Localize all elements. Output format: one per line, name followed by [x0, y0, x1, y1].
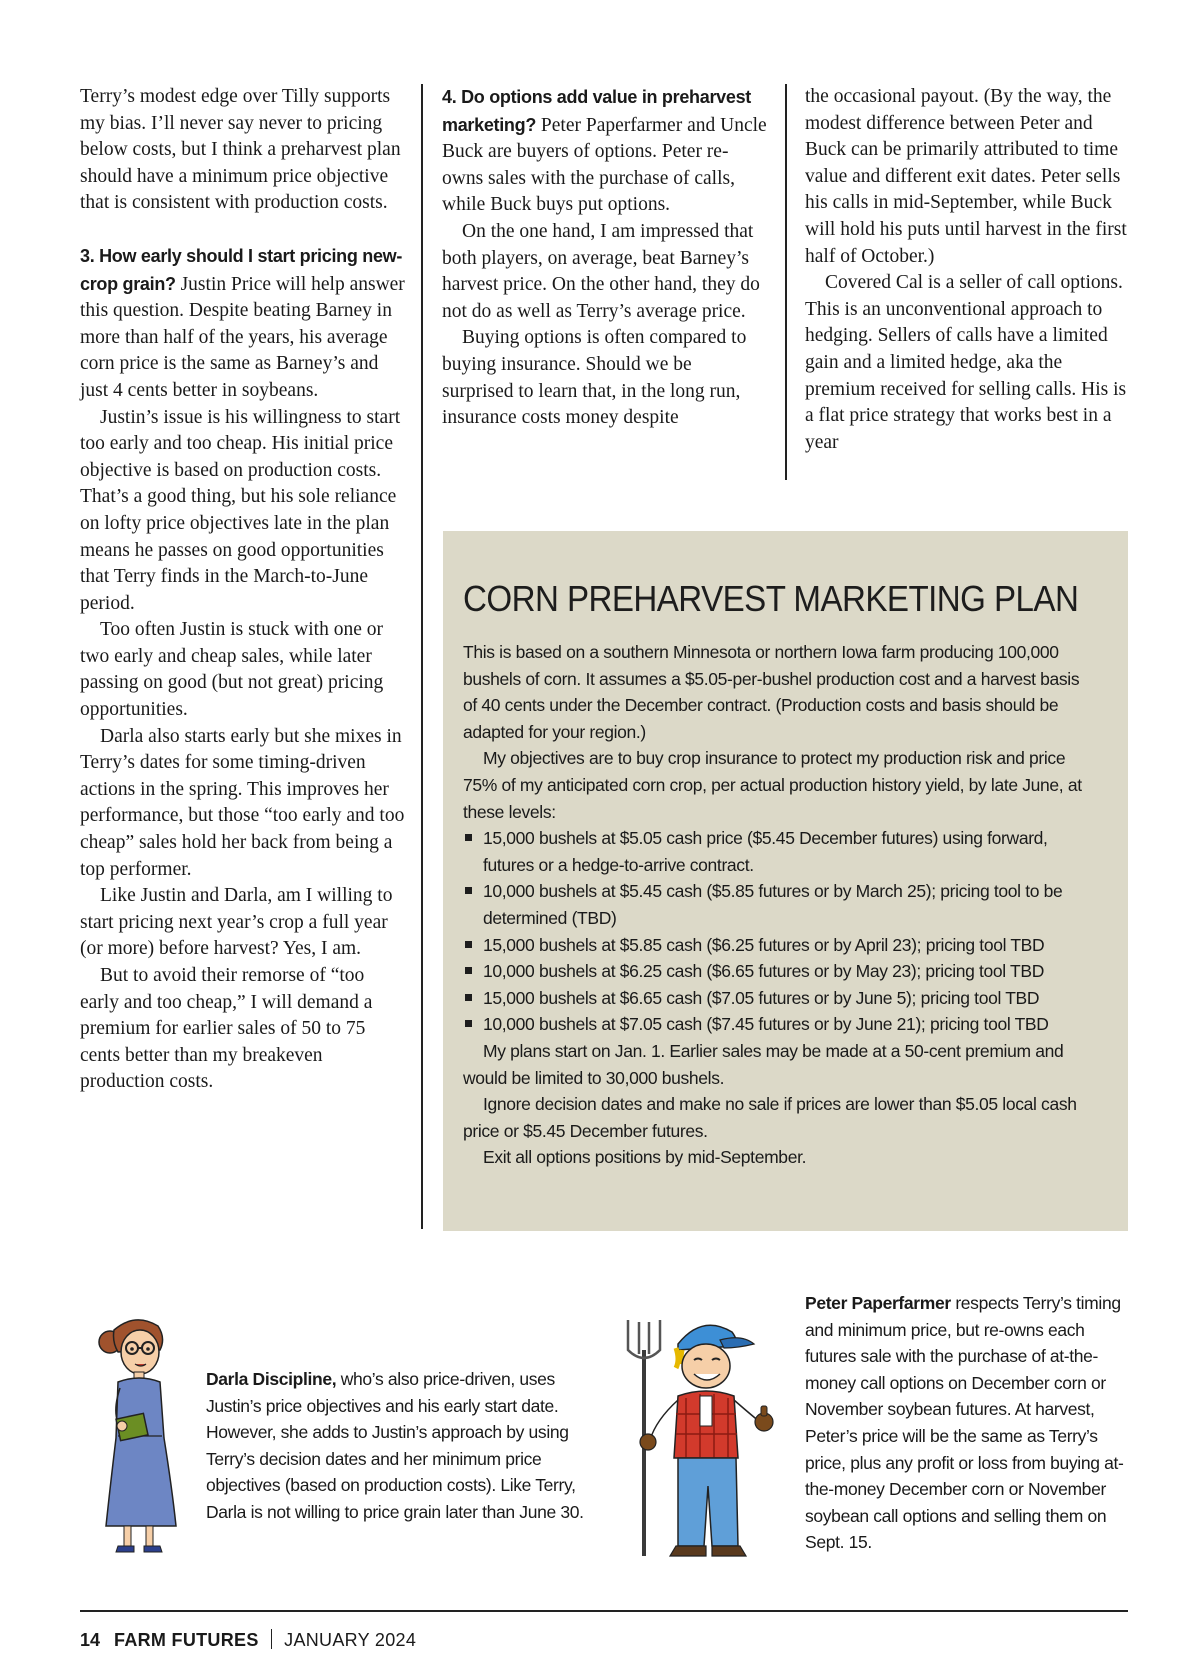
paragraph: Darla also starts early but she mixes in Terry’s dates for some timing-driven actions in the spring. This improves her performance, but those “too early and too cheap” sales hold her back from being a top performer.: [80, 725, 405, 880]
bullet-icon: [465, 994, 472, 1001]
darla-illustration: [80, 1308, 190, 1558]
bullet-icon: [465, 887, 472, 894]
column-divider: [785, 84, 787, 480]
paragraph-text: Peter Paperfarmer and Uncle Buck are buyers of options. Peter re-owns sales with the purchase of calls, while Buck buys put options.: [442, 114, 767, 216]
issue-date: JANUARY 2024: [284, 1630, 417, 1650]
sidebar-paragraph: My objectives are to buy crop insurance to protect my production risk and price 75% of my anticipated corn crop, per actual production history yield, by late June, at these levels:: [463, 748, 1082, 822]
bullet-icon: [465, 1020, 472, 1027]
section-4: [442, 84, 767, 219]
marketing-plan-sidebar: [443, 531, 1128, 1231]
character-name: Darla Discipline,: [206, 1369, 337, 1389]
list-item: 10,000 bushels at $6.25 cash ($6.65 futures or by May 23); pricing tool TBD: [463, 958, 1092, 985]
section-heading: 4. Do options add value in preharvest marketing?: [442, 87, 751, 135]
sidebar-paragraph: Exit all options positions by mid-September.: [483, 1147, 807, 1168]
list-item: 15,000 bushels at $5.05 cash price ($5.45 December futures) using forward, futures or a hedge-to-arrive contract.: [463, 825, 1092, 878]
page-number: 14: [80, 1630, 101, 1650]
publication-name: FARM FUTURES: [114, 1630, 259, 1650]
caption-text: who’s also price-driven, uses Justin’s price objectives and his early start date. However, she adds to Justin’s approach by using Terry’s decision dates and her minimum price objectives (based on production costs). Like Terry, Darla is not willing to price grain later than June 30.: [206, 1369, 584, 1522]
list-item: 10,000 bushels at $7.05 cash ($7.45 futures or by June 21); pricing tool TBD: [463, 1011, 1092, 1038]
article-column-1: [80, 84, 406, 1096]
paragraph: Like Justin and Darla, am I willing to start pricing next year’s crop a full year (or more) before harvest? Yes, I am.: [80, 885, 393, 960]
column-divider: [421, 84, 423, 1229]
paragraph: the occasional payout. (By the way, the modest difference between Peter and Buck can be primarily attributed to time value and different exit dates. Peter sells his calls in mid-September, while Buck will hold his puts until harvest in the first half of October.): [805, 86, 1127, 267]
list-item: 15,000 bushels at $6.65 cash ($7.05 futures or by June 5); pricing tool TBD: [463, 985, 1092, 1012]
sidebar-paragraph: This is based on a southern Minnesota or northern Iowa farm producing 100,000 bushels of corn. It assumes a $5.05-per-bushel production cost and a harvest basis of 40 cents under the December contract. (Production costs and basis should be adapted for your region.): [463, 642, 1080, 742]
paragraph: Terry’s modest edge over Tilly supports my bias. I’ll never say never to pricing below costs, but I think a preharvest plan should have a minimum price objective that is consistent with production costs.: [80, 86, 401, 214]
footer-rule: [80, 1610, 1128, 1612]
caption-text: respects Terry’s timing and minimum price, but re-owns each futures sale with the purchase of at-the-money call options on December corn or November soybean futures. At harvest, Peter’s price will be the same as Terry’s price, plus any profit or loss from buying at-the-money December corn or November soybean call options and selling them on Sept. 15.: [805, 1293, 1124, 1553]
section-heading: 3. How early should I start pricing new-crop grain?: [80, 245, 403, 294]
article-column-3: [805, 84, 1135, 456]
bullet-icon: [465, 967, 472, 974]
footer-separator: [271, 1629, 273, 1649]
article-column-2: [442, 84, 767, 432]
sidebar-title: CORN PREHARVEST MARKETING PLAN: [463, 578, 1079, 619]
character-name: Peter Paperfarmer: [805, 1293, 951, 1313]
paragraph: But to avoid their remorse of “too early and too cheap,” I will demand a premium for earlier sales of 50 to 75 cents better than my breakeven production costs.: [80, 965, 373, 1093]
peter-caption: [805, 1290, 1135, 1556]
section-3: [80, 243, 406, 405]
paragraph: Justin’s issue is his willingness to start too early and too cheap. His initial price objective is based on production costs. That’s a good thing, but his sole reliance on lofty price objectives late in the plan means he passes on good opportunities that Terry finds in the March-to-June period.: [80, 406, 401, 614]
paragraph: On the one hand, I am impressed that both players, on average, beat Barney’s harvest price. On the other hand, they do not do as well as Terry’s average price.: [442, 220, 760, 322]
paragraph-text: Justin Price will help answer this question. Despite beating Barney in more than half of the years, his average corn price is the same as Barney’s and just 4 cents better in soybeans.: [80, 273, 405, 401]
paragraph: Too often Justin is stuck with one or two early and cheap sales, while later passing on good (but not great) pricing opportunities.: [80, 619, 384, 721]
paragraph: Covered Cal is a seller of call options. This is an unconventional approach to hedging. Sellers of calls have a limited gain and a limited hedge, aka the premium received for selling calls. His is a flat price strategy that works best in a year: [805, 272, 1127, 453]
sidebar-paragraph: My plans start on Jan. 1. Earlier sales may be made at a 50-cent premium and would be limited to 30,000 bushels.: [463, 1040, 1064, 1088]
list-item: 15,000 bushels at $5.85 cash ($6.25 futures or by April 23); pricing tool TBD: [463, 932, 1092, 959]
page-footer: [80, 1628, 416, 1652]
darla-caption: [206, 1366, 586, 1526]
sidebar-paragraph: Ignore decision dates and make no sale if prices are lower than $5.05 local cash price or $5.45 December futures.: [463, 1094, 1077, 1141]
peter-illustration: [620, 1310, 790, 1560]
paragraph: Buying options is often compared to buying insurance. Should we be surprised to learn that, in the long run, insurance costs money despite: [442, 327, 747, 429]
price-levels-list: [463, 825, 1092, 1038]
list-item: 10,000 bushels at $5.45 cash ($5.85 futures or by March 25); pricing tool to be determined (TBD): [463, 878, 1092, 931]
bullet-icon: [465, 941, 472, 948]
bullet-icon: [465, 834, 472, 841]
